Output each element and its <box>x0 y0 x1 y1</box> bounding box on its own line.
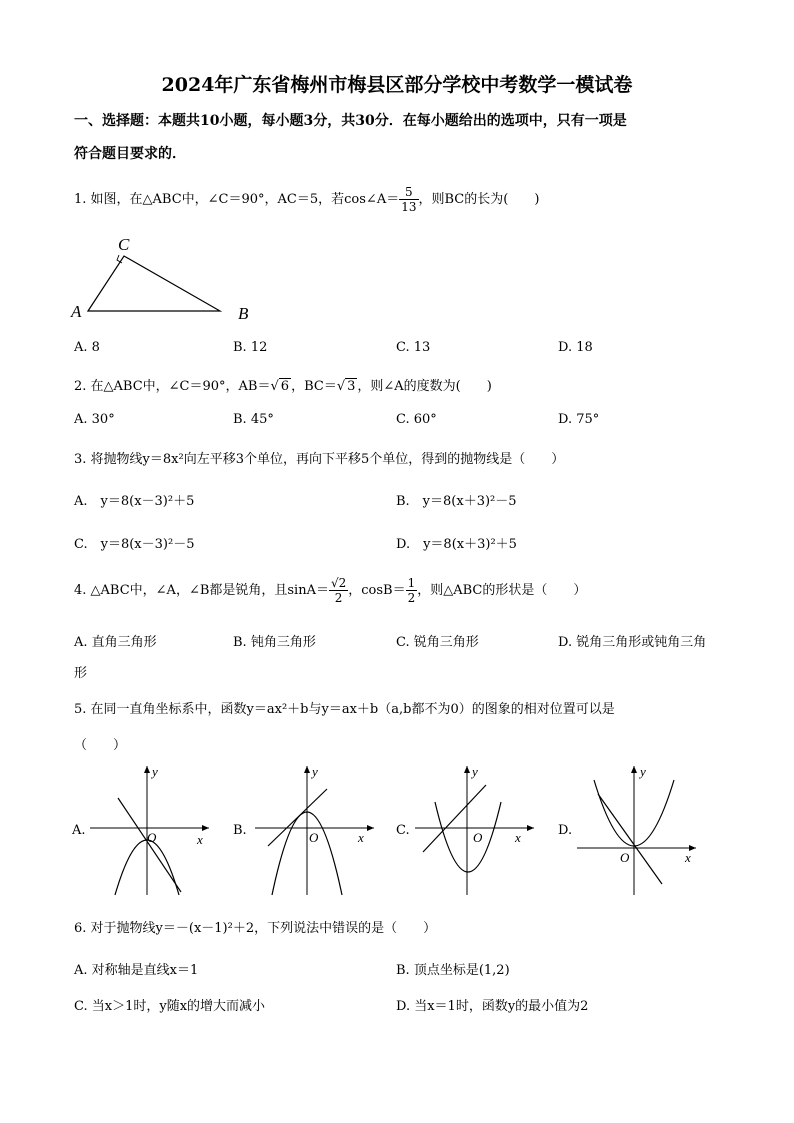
q4-option-a: A. 直角三角形 <box>74 635 157 650</box>
y-axis-arrow <box>304 766 310 773</box>
parabola <box>435 802 501 872</box>
section-heading-line2: 符合题目要求的． <box>74 146 186 162</box>
q4-option-c: C. 锐角三角形 <box>396 635 479 650</box>
section-heading-line1: 一、选择题：本题共10小题，每小题3分，共30分．在每小题给出的选项中，只有一项是 <box>74 113 627 129</box>
origin-label: O <box>473 830 483 845</box>
y-axis-arrow <box>631 766 637 773</box>
x-axis-label: x <box>685 850 691 865</box>
q1-option-d: D. 18 <box>558 340 593 355</box>
question-5-stem-cont: （ ） <box>74 738 127 753</box>
q1-option-a: A. 8 <box>74 340 100 355</box>
question-4-stem: 4. △ABC中，∠A，∠B都是锐角，且sinA＝ $\frac{√2}{2}$ ，cosB＝ $\frac{1}{2}$ ，则△ABC的形状是（ ） <box>74 576 587 605</box>
question-1-stem <box>74 185 539 214</box>
q5-graph-c <box>410 762 540 897</box>
q5-graph-a <box>85 762 215 897</box>
q5-graph-b <box>250 762 380 897</box>
q1-text-b: ，则BC的长为( ) <box>418 192 540 207</box>
origin-label: O <box>620 850 630 865</box>
y-axis-label: y <box>472 764 478 779</box>
q3-option-a: A. y＝8(x－3)²＋5 <box>74 494 195 509</box>
q6-option-c: C. 当x＞1时，y随x的增大而减小 <box>74 999 266 1014</box>
q2-option-c: C. 60° <box>396 412 437 427</box>
question-5-stem: 5. 在同一直角坐标系中，函数y＝ax²＋b与y＝ax＋b（a,b都不为0）的图象的相对位置可以是 <box>74 702 615 717</box>
x-axis-arrow <box>367 825 374 831</box>
triangle-abc <box>88 256 220 311</box>
q1-option-b: B. 12 <box>233 340 268 355</box>
q5-graph-label-d: D. <box>558 823 573 838</box>
x-axis-label: x <box>515 830 521 845</box>
origin-label: O <box>309 830 319 845</box>
line <box>118 798 181 892</box>
vertex-label-a: A <box>71 302 82 321</box>
q5-graph-label-a: A. <box>72 823 86 838</box>
y-axis-arrow <box>464 766 470 773</box>
q5-graph-label-c: C. <box>396 823 410 838</box>
vertex-label-b: B <box>238 304 249 323</box>
q4-fraction-cos: $\frac{1}{2}$ <box>407 576 416 605</box>
question-3-stem: 3. 将抛物线y＝8x²向左平移3个单位，再向下平移5个单位，得到的抛物线是（ ） <box>74 452 565 467</box>
q2-option-a: A. 30° <box>74 412 115 427</box>
q5-graph-label-b: B. <box>233 823 247 838</box>
q1-text-a: 1. 如图，在△ABC中，∠C＝90°，AC＝5，若cos∠A＝ <box>74 192 400 207</box>
q6-option-d: D. 当x＝1时，函数y的最小值为2 <box>396 999 589 1014</box>
q1-option-c: C. 13 <box>396 340 431 355</box>
question-6-stem: 6. 对于抛物线y＝－(x－1)²＋2，下列说法中错误的是（ ） <box>74 921 437 936</box>
q6-option-b: B. 顶点坐标是(1,2) <box>396 963 510 978</box>
q3-option-b: B. y＝8(x＋3)²－5 <box>396 494 517 509</box>
question-2-stem: 2. 在△ABC中，∠C＝90°，AB＝√ 6 ，BC＝√ 3 ，则∠A的度数为( ) <box>74 379 492 394</box>
right-angle-mark <box>117 255 122 263</box>
q3-option-d: D. y＝8(x＋3)²＋5 <box>396 537 517 552</box>
q2-option-d: D. 75° <box>558 412 600 427</box>
q6-option-a: A. 对称轴是直线x＝1 <box>74 963 199 978</box>
y-axis-arrow <box>144 766 150 773</box>
y-axis-label: y <box>152 764 158 779</box>
x-axis-label: x <box>358 830 364 845</box>
q5-graph-d <box>572 762 702 897</box>
origin-label: O <box>147 830 157 845</box>
line <box>598 794 662 884</box>
q4-option-d: D. 锐角三角形或钝角三角 <box>558 635 707 650</box>
q4-option-d-overflow: 形 <box>74 666 88 681</box>
q1-triangle-figure <box>68 232 268 324</box>
q2-option-b: B. 45° <box>233 412 274 427</box>
x-axis-arrow <box>527 825 534 831</box>
x-axis-arrow <box>202 825 209 831</box>
y-axis-label: y <box>312 764 318 779</box>
page-title: 2024年广东省梅州市梅县区部分学校中考数学一模试卷 <box>161 74 633 96</box>
q1-fraction: $\frac{5}{13}$ <box>401 185 417 214</box>
vertex-label-c: C <box>118 235 130 254</box>
q3-option-c: C. y＝8(x－3)²－5 <box>74 537 195 552</box>
x-axis-label: x <box>197 832 203 847</box>
q4-option-b: B. 钝角三角形 <box>233 635 316 650</box>
q4-fraction-sin: $\frac{√2}{2}$ <box>330 576 347 605</box>
y-axis-label: y <box>640 764 646 779</box>
